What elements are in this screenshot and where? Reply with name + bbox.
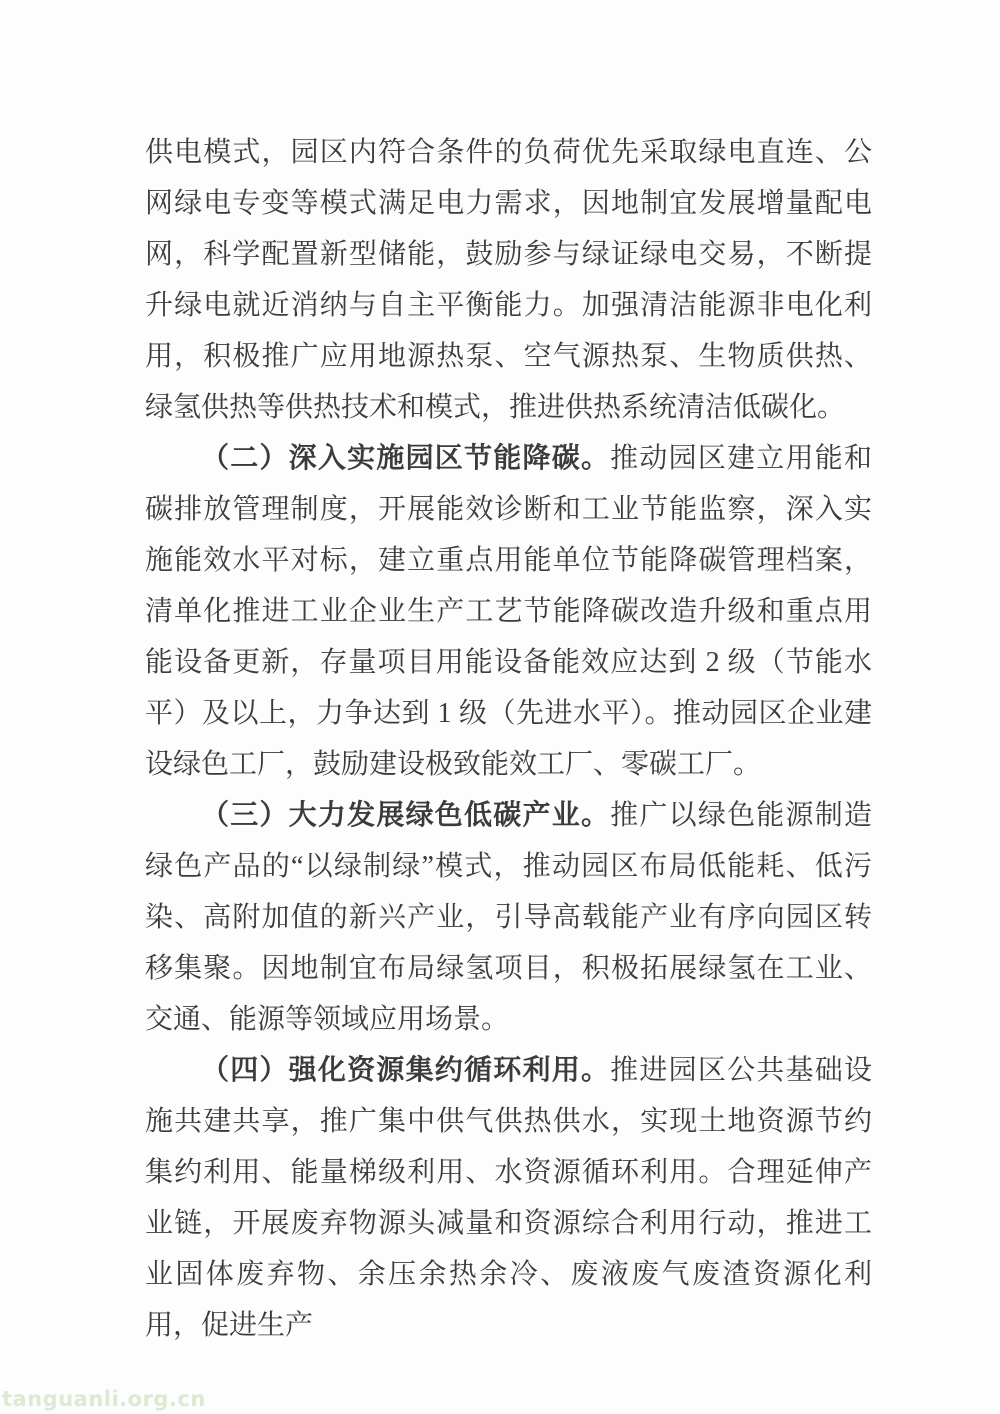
paragraph-body: 推动园区建立用能和碳排放管理制度，开展能效诊断和工业节能监察，深入实施能效水平对标，建立重点用能单位节能降碳管理档案，清单化推进工业企业生产工艺节能降碳改造升级和重点用能设备更新，存量项目用能设备能效应达到 2 级（节能水平）及以上，力争达到 1 级（先进水平）。推动园区企业建设绿色工厂，鼓励建设极致能效工厂、零碳工厂。 [145,443,872,780]
paragraph-lead-heading: （三）大力发展绿色低碳产业。 [201,800,611,831]
paragraph-body: 供电模式，园区内符合条件的负荷优先采取绿电直连、公网绿电专变等模式满足电力需求，因地制宜发展增量配电网，科学配置新型储能，鼓励参与绿证绿电交易，不断提升绿电就近消纳与自主平衡能力。加强清洁能源非电化利用，积极推广应用地源热泵、空气源热泵、生物质供热、绿氢供热等供热技术和模式，推进供热系统清洁低碳化。 [145,137,872,423]
paragraph-item-4 [145,1045,872,1351]
paragraph-item-2 [145,433,872,790]
paragraph-body: 推广以绿色能源制造绿色产品的“以绿制绿”模式，推动园区布局低能耗、低污染、高附加值的新兴产业，引导高载能产业有序向园区转移集聚。因地制宜布局绿氢项目，积极拓展绿氢在工业、交通、能源等领域应用场景。 [145,800,872,1035]
site-watermark: tanguanli.org.cn [2,1387,206,1411]
paragraph-continuation [145,127,872,433]
paragraph-lead-heading: （二）深入实施园区节能降碳。 [201,443,611,474]
paragraph-body: 推进园区公共基础设施共建共享，推广集中供气供热供水，实现土地资源节约集约利用、能量梯级利用、水资源循环利用。合理延伸产业链，开展废弃物源头减量和资源综合利用行动，推进工业固体废弃物、余压余热余冷、废液废气废渣资源化利用，促进生产 [145,1055,872,1341]
paragraph-item-3 [145,790,872,1045]
paragraph-lead-heading: （四）强化资源集约循环利用。 [201,1055,611,1086]
document-text-block [145,127,872,1351]
